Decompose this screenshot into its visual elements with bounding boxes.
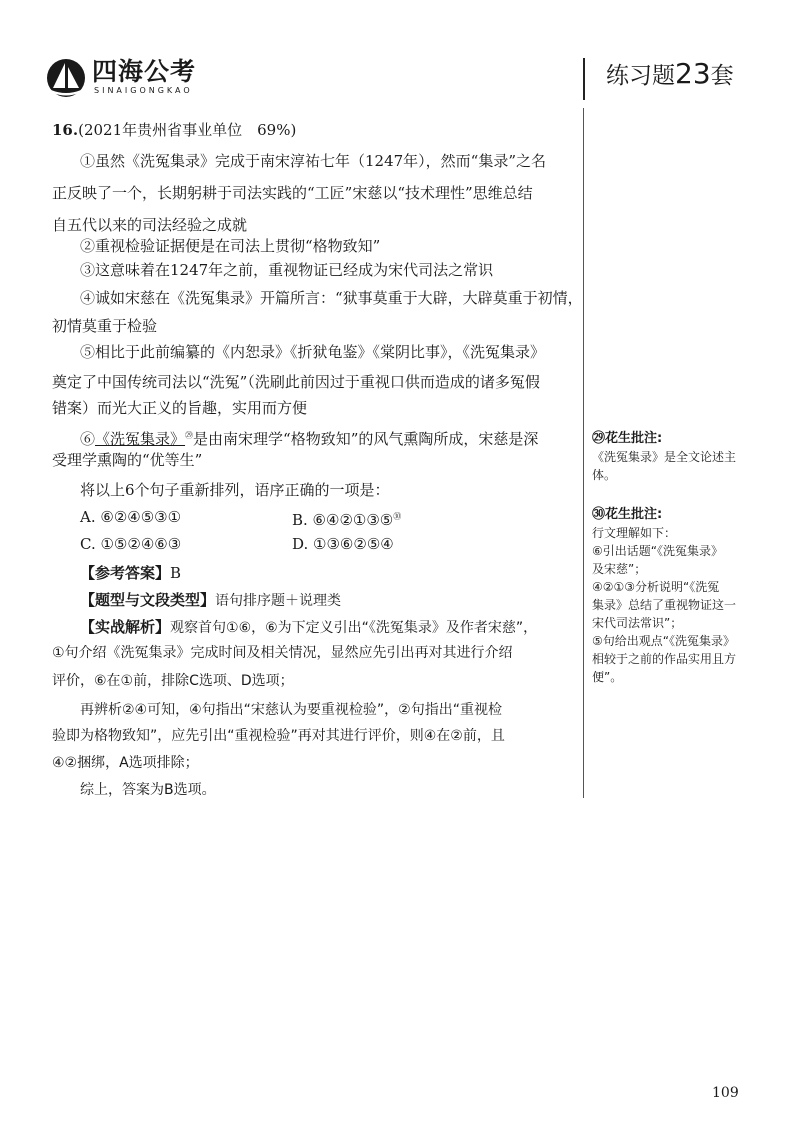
note-line: ⑤句给出观点“《洗冤集录》	[592, 634, 735, 648]
sentence-line: 正反映了一个，长期躬耕于司法实践的“工匠”宋慈以“技术理性”思维总结	[52, 184, 533, 202]
analysis-label: 【实战解析】	[80, 618, 171, 636]
sentence-line: ③这意味着在1247年之前，重视物证已经成为宋代司法之常识	[80, 261, 494, 279]
note-ref-29: ㉙	[185, 431, 194, 440]
reference-answer-value: B	[170, 564, 182, 582]
sentence-line: 错案）而光大正义的旨趣，实用而方便	[52, 399, 308, 417]
content-divider	[583, 108, 584, 798]
analysis-line: 评价，⑥在①前，排除C选项、D选项；	[52, 673, 294, 689]
analysis-line: 再辨析②④可知，④句指出“宋慈认为要重视检验”，②句指出“重视检	[80, 702, 502, 718]
analysis-line: 综上，答案为B选项。	[80, 782, 216, 798]
note-line: 《洗冤集录》是全文论述主	[592, 450, 737, 464]
note-30	[592, 506, 792, 686]
note-line: ⑥引出话题“《洗冤集录》	[592, 544, 723, 558]
note-title: ㉚花生批注:	[592, 507, 663, 522]
analysis-line	[80, 617, 537, 638]
question-number: 16.	[52, 121, 79, 139]
question-type	[80, 590, 341, 611]
sailboat-logo-icon	[45, 58, 87, 98]
note-title: ㉙花生批注:	[592, 431, 663, 446]
set-title-number: 23	[675, 57, 711, 90]
note-line: 宋代司法常识”；	[592, 616, 683, 630]
header-divider	[583, 58, 585, 100]
question-type-label: 【题型与文段类型】	[80, 591, 216, 609]
sentence-line: 受理学熏陶的“优等生”	[52, 451, 203, 469]
question-header	[52, 120, 296, 140]
sentence-line: ①虽然《洗冤集录》完成于南宋淳祐七年（1247年），然而“集录”之名	[80, 152, 547, 170]
page-number: 109	[712, 1085, 739, 1101]
option-c: C. ①⑤②④⑥③	[80, 535, 182, 553]
reference-answer	[80, 563, 181, 583]
reference-answer-label: 【参考答案】	[80, 564, 171, 582]
note-line: 相较于之前的作品实用且方	[592, 652, 737, 666]
note-line: 便”。	[592, 670, 623, 684]
sentence-6-text: 是由南宋理学“格物致知”的风气熏陶所成，宋慈是深	[193, 430, 539, 448]
option-b	[292, 507, 401, 530]
analysis-line: ④②捆绑，A选项排除；	[52, 755, 199, 771]
analysis-text: 观察首句①⑥，⑥为下定义引出“《洗冤集录》及作者宋慈”，	[170, 620, 538, 636]
option-b-text: B. ⑥④②①③⑤	[292, 511, 394, 529]
note-line: ④②①③分析说明“《洗冤	[592, 580, 720, 594]
sentence-line: 奠定了中国传统司法以“洗冤”（洗刷此前因过于重视口供而造成的诸多冤假	[52, 373, 540, 391]
sentence-6-marker: ⑥	[80, 430, 96, 448]
brand-name: 四海公考	[92, 57, 197, 86]
sentence-line: 自五代以来的司法经验之成就	[52, 216, 248, 234]
question-source: (2021年贵州省事业单位 69%)	[78, 121, 297, 139]
sentence-line: ②重视检验证据便是在司法上贯彻“格物致知”	[80, 237, 381, 255]
annotated-title: 《洗冤集录》	[95, 430, 186, 448]
note-ref-30: ㉚	[393, 512, 402, 521]
sentence-6-line	[80, 426, 538, 449]
option-d: D. ①③⑥②⑤④	[292, 535, 394, 553]
sentence-line: ⑤相比于此前编纂的《内恕录》《折狱龟鉴》《棠阴比事》，《洗冤集录》	[80, 343, 546, 361]
note-29	[592, 430, 792, 484]
note-line: 行文理解如下：	[592, 526, 677, 540]
brand-name-pinyin: SINAIGONGKAO	[94, 86, 193, 95]
set-title-suffix: 套	[710, 63, 734, 89]
brand	[92, 58, 196, 96]
note-line: 集录》总结了重视物证这一	[592, 598, 737, 612]
exercise-set-title	[606, 58, 734, 92]
question-prompt: 将以上6个句子重新排列，语序正确的一项是：	[80, 481, 390, 499]
set-title-prefix: 练习题	[606, 63, 675, 89]
analysis-line: ①句介绍《洗冤集录》完成时间及相关情况，显然应先引出再对其进行介绍	[52, 645, 513, 661]
analysis-line: 验即为格物致知”，应先引出“重视检验”再对其进行评价，则④在②前，且	[52, 728, 505, 744]
sentence-line: 初情莫重于检验	[52, 317, 158, 335]
margin-notes	[592, 430, 792, 686]
option-a: A. ⑥②④⑤③①	[80, 508, 182, 526]
sentence-line: ④诚如宋慈在《洗冤集录》开篇所言：“狱事莫重于大辟，大辟莫重于初情，	[80, 289, 583, 307]
note-line: 及宋慈”；	[592, 562, 647, 576]
note-line: 体。	[592, 468, 617, 482]
question-type-value: 语句排序题＋说理类	[215, 593, 342, 609]
